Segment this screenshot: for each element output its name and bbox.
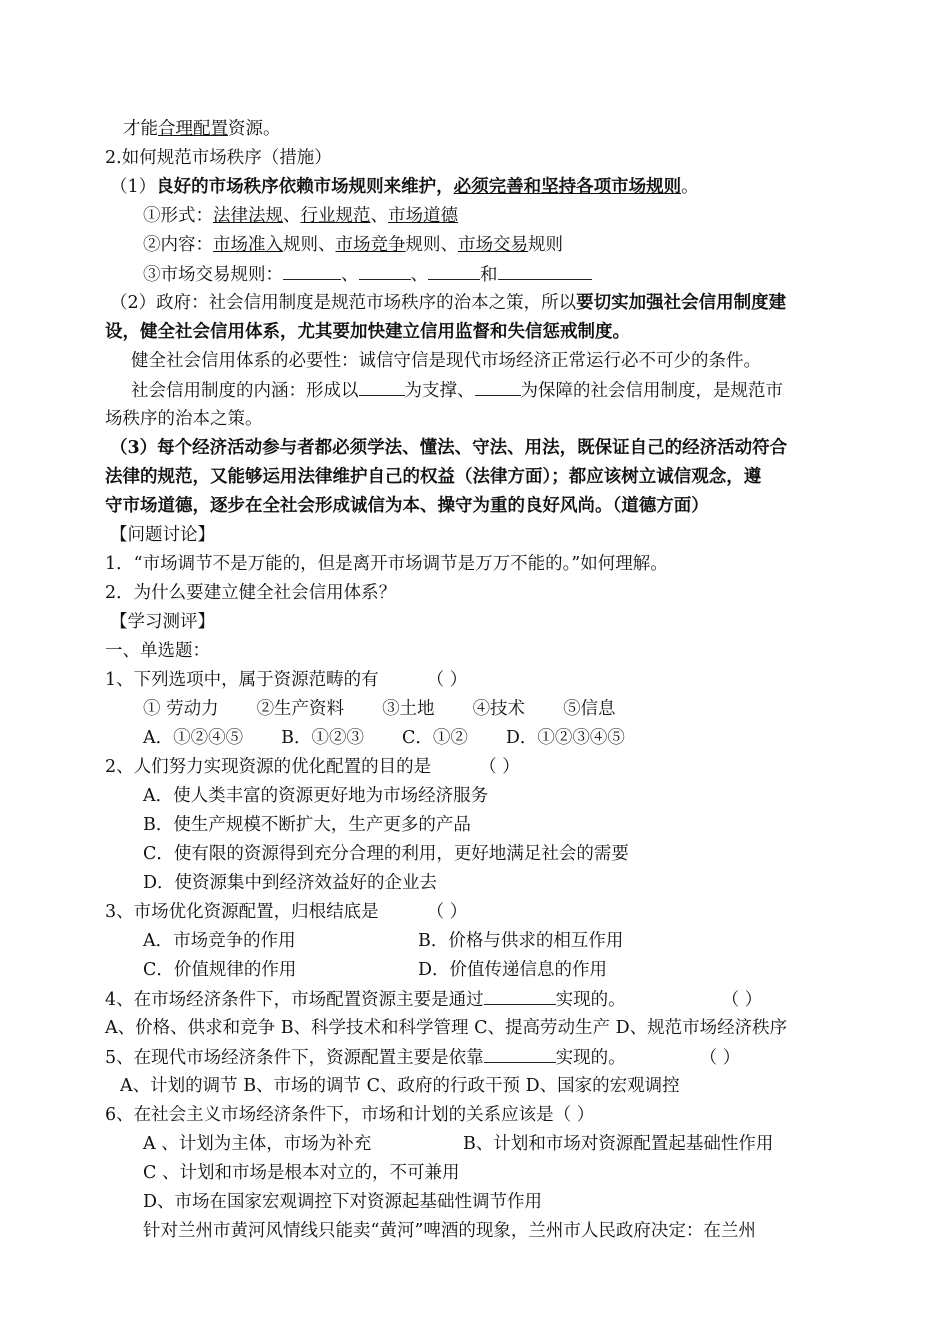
discussion-q2: 2．为什么要建立健全社会信用体系？ (105, 583, 397, 603)
assessment-heading: 【学习测评】 (110, 612, 215, 632)
discussion-q1: 1．“市场调节不是万能的，但是离开市场调节是万万不能的。”如何理解。 (105, 554, 668, 574)
line-14: 守市场道德，逐步在全社会形成诚信为本、操守为重的良好风尚。（道德方面） (105, 496, 709, 516)
option-b[interactable]: B．价格与供求的相互作用 (418, 931, 624, 951)
fill-blank[interactable] (475, 377, 521, 396)
line-8: 设，健全社会信用体系，尤其要加快建立信用监督和失信惩戒制度。 (105, 322, 630, 342)
option-d[interactable]: D、市场在国家宏观调控下对资源起基础性调节作用 (143, 1192, 543, 1212)
underlined-term: 合理配置 (158, 119, 228, 139)
q4-options: A、价格、供求和竞争 B、科学技术和科学管理 C、提高劳动生产 D、规范市场经济秩序 (105, 1018, 788, 1038)
line-10: 社会信用制度的内涵：形成以 为支撑、 为保障的社会信用制度，是规范市 (131, 377, 783, 404)
q1-options (143, 725, 625, 751)
option-a[interactable]: A．①②④⑤ (143, 728, 244, 748)
line-3: （1）良好的市场秩序依赖市场规则来维护，必须完善和坚持各项市场规则。 (110, 177, 699, 197)
fill-blank[interactable] (283, 261, 341, 280)
line-13: 法律的规范，又能够运用法律维护自己的权益（法律方面）；都应该树立诚信观念，遵 (105, 467, 762, 487)
q5-options: A、计划的调节 B、市场的调节 C、政府的行政干预 D、国家的宏观调控 (120, 1076, 680, 1096)
line-4: ①形式：法律法规、行业规范、市场道德 (143, 206, 458, 226)
line-11: 场秩序的治本之策。 (105, 409, 263, 429)
q1-items: ① 劳动力 ②生产资料 ③土地 ④技术 ⑤信息 (143, 699, 616, 719)
line-12: （3）每个经济活动参与者都必须学法、懂法、守法、用法，既保证自己的经济活动符合 (110, 438, 788, 458)
line-9: 健全社会信用体系的必要性：诚信守信是现代市场经济正常运行必不可少的条件。 (131, 351, 761, 371)
option-c[interactable]: C．价值规律的作用 (143, 960, 297, 980)
fill-blank[interactable] (484, 986, 556, 1005)
discussion-heading: 【问题讨论】 (110, 525, 215, 545)
fill-blank[interactable] (359, 377, 405, 396)
single-choice-heading: 一、单选题： (105, 641, 210, 661)
fill-blank[interactable] (428, 261, 480, 280)
line-6: ③市场交易规则： 、 、 和 (143, 261, 592, 288)
option-b[interactable]: B．①②③ (281, 728, 365, 748)
q3-options-ab (143, 928, 623, 954)
fill-blank[interactable] (484, 1044, 556, 1063)
answer-parenthesis[interactable]: （ ） (479, 757, 520, 777)
option-b[interactable]: B．使生产规模不断扩大，生产更多的产品 (143, 815, 471, 835)
option-b[interactable]: B、计划和市场对资源配置起基础性作用 (463, 1134, 774, 1154)
option-d[interactable]: D．价值传递信息的作用 (418, 960, 608, 980)
option-a[interactable]: A．市场竞争的作用 (143, 931, 296, 951)
option-c[interactable]: C．使有限的资源得到充分合理的利用，更好地满足社会的需要 (143, 844, 629, 864)
q3-options-cd (143, 957, 607, 983)
option-d[interactable]: D．使资源集中到经济效益好的企业去 (143, 873, 438, 893)
answer-parenthesis[interactable]: （ ） (426, 670, 468, 690)
option-d[interactable]: D．①②③④⑤ (505, 728, 625, 748)
question-2: 2、人们努力实现资源的优化配置的目的是 （ ） (105, 754, 520, 780)
section-heading: 2.如何规范市场秩序（措施） (105, 148, 332, 168)
option-a[interactable]: A．使人类丰富的资源更好地为市场经济服务 (143, 786, 489, 806)
q6-options-ab (143, 1131, 773, 1157)
line-7: （2）政府：社会信用制度是规范市场秩序的治本之策，所以要切实加强社会信用制度建 (110, 293, 787, 313)
answer-parenthesis[interactable]: （ ） (426, 902, 468, 922)
question-1: 1、下列选项中，属于资源范畴的有 （ ） (105, 667, 467, 693)
question-5: 5、在现代市场经济条件下，资源配置主要是依靠 实现的。 （ ） (105, 1044, 740, 1071)
passage-intro: 针对兰州市黄河风情线只能卖“黄河”啤酒的现象，兰州市人民政府决定：在兰州 (143, 1221, 756, 1241)
question-3: 3、市场优化资源配置，归根结底是 （ ） (105, 899, 467, 925)
fill-blank[interactable] (359, 261, 411, 280)
option-c[interactable]: C 、计划和市场是根本对立的，不可兼用 (143, 1163, 460, 1183)
option-a[interactable]: A 、计划为主体，市场为补充 (143, 1134, 372, 1154)
fill-blank[interactable] (498, 261, 592, 280)
line-5: ②内容：市场准入规则、市场竞争规则、市场交易规则 (143, 235, 563, 255)
question-6: 6、在社会主义市场经济条件下，市场和计划的关系应该是（ ） (105, 1105, 595, 1125)
answer-parenthesis[interactable]: （ ） (699, 1048, 741, 1068)
option-c[interactable]: C．①② (402, 728, 468, 748)
answer-parenthesis[interactable]: （ ） (721, 990, 763, 1010)
question-4: 4、在市场经济条件下，市场配置资源主要是通过 实现的。 （ ） (105, 986, 762, 1013)
line-1: 才能合理配置资源。 (123, 119, 281, 139)
